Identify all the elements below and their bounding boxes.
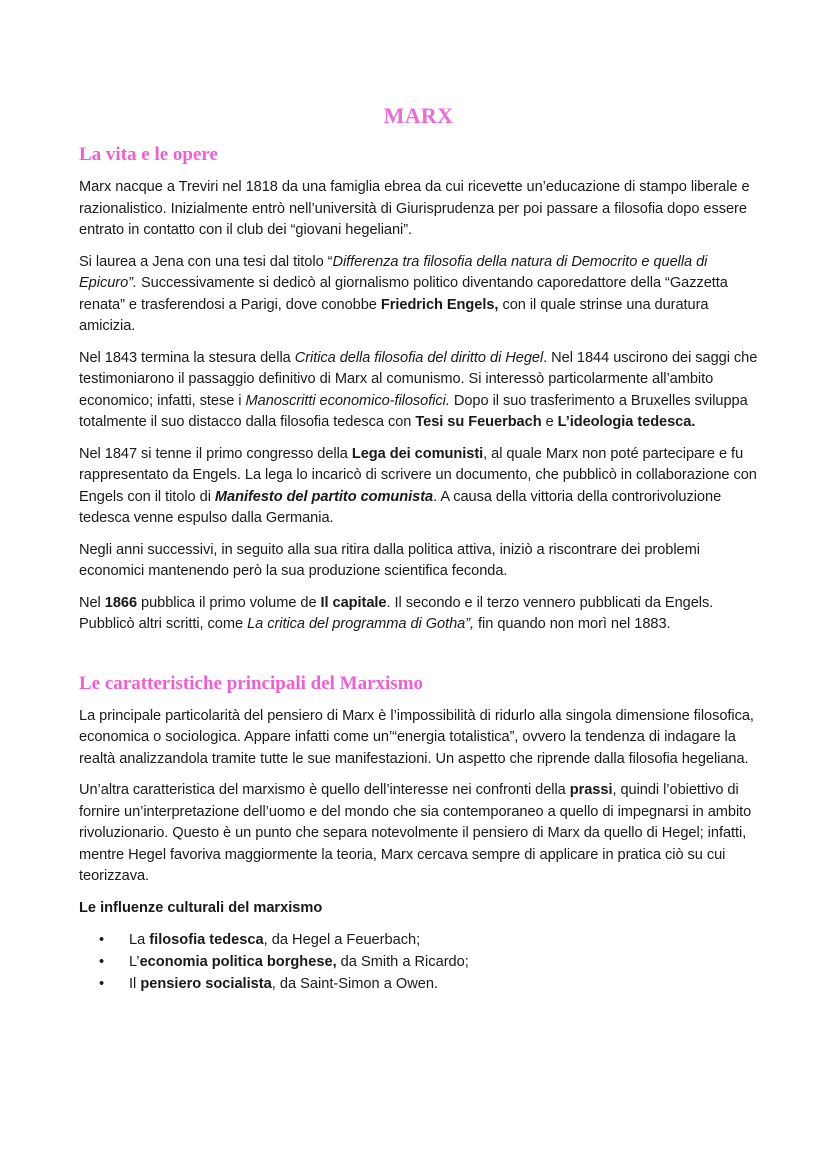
manifesto-title-italic: Manifesto del partito comunista bbox=[214, 488, 434, 505]
paragraph-1847 bbox=[79, 444, 758, 530]
text-span: . Il secondo e il terzo vennero pubblicati da Engels. Pubblicò altri scritti, come bbox=[79, 594, 714, 632]
text-span: Un’altra caratteristica del marxismo è quello dell’interesse nei confronti della bbox=[79, 782, 570, 798]
paragraph-1843 bbox=[79, 348, 758, 434]
text-span: Il bbox=[129, 975, 141, 992]
text-span: e bbox=[541, 414, 558, 430]
text-span: , da Saint-Simon a Owen. bbox=[271, 975, 439, 992]
list-item bbox=[99, 973, 758, 995]
paragraph-jena bbox=[79, 252, 758, 338]
league-name: Lega dei comunisti bbox=[351, 445, 484, 462]
text-span: . A causa della vittoria della controrivoluzione tedesca venne espulso dalla Germania. bbox=[79, 488, 722, 526]
work-title: Manoscritti economico-filosofici. bbox=[245, 392, 450, 409]
text-span: La bbox=[129, 931, 150, 948]
text-span: L’ bbox=[129, 953, 140, 970]
bullet-icon: • bbox=[99, 931, 105, 948]
text-span: fin quando non morì nel 1883. bbox=[474, 616, 671, 632]
text-span: Successivamente si dedicò al giornalismo politico diventando caporedattore della “Gazzetta renata” e trasferendosi a Parigi, dove conobbe bbox=[79, 275, 728, 313]
praxis-term: prassi bbox=[569, 782, 613, 798]
bullet-icon: • bbox=[99, 975, 105, 992]
text-span: Nel 1847 si tenne il primo congresso della bbox=[79, 445, 352, 462]
section-heading-marxism: Le caratteristiche principali del Marxismo bbox=[79, 672, 424, 694]
gotha-title: La critica del programma di Gotha”, bbox=[247, 616, 475, 632]
engels-name: Friedrich Engels, bbox=[380, 296, 499, 313]
document-title: MARX bbox=[383, 103, 454, 128]
paragraph-birth: Marx nacque a Treviri nel 1818 da una famiglia ebrea da cui ricevette un’educazione di stampo liberale e razionalistico. Inizialmente entrò nell’università di Giurisprudenza per poi passare a filosofia dopo essere entrato in contatto con il club dei “giovani hegeliani”. bbox=[79, 179, 750, 238]
work-title: Critica della filosofia del diritto di Hegel bbox=[294, 349, 544, 366]
paragraph-later-years: Negli anni successivi, in seguito alla sua ritira dalla politica attiva, iniziò a riscontrare dei problemi economici mantenendo però la sua produzione scientifica feconda. bbox=[79, 541, 700, 579]
influence-term: economia politica borghese, bbox=[139, 953, 337, 970]
year-1866: 1866 bbox=[104, 594, 138, 611]
bullet-icon: • bbox=[99, 953, 105, 970]
manifesto-title bbox=[215, 489, 433, 505]
text-span: con il quale strinse una duratura amicizia. bbox=[79, 296, 709, 334]
work-title-bold: L’ideologia tedesca. bbox=[557, 414, 696, 430]
influence-term: filosofia tedesca bbox=[149, 931, 264, 948]
text-span: Nel bbox=[79, 594, 105, 611]
paragraph-1866 bbox=[79, 593, 758, 636]
text-span: . Nel 1844 uscirono dei saggi che testimoniarono il passaggio definitivo di Marx al comunismo. Si interessò particolarmente all’ambito economico; infatti, stese i bbox=[79, 349, 758, 409]
list-item bbox=[99, 951, 758, 973]
text-span: Si laurea a Jena con una tesi dal titolo “ bbox=[79, 253, 333, 270]
influences-subheading: Le influenze culturali del marxismo bbox=[79, 899, 323, 916]
work-title-bold: Tesi su Feuerbach bbox=[415, 414, 542, 430]
text-span: da Smith a Ricardo; bbox=[336, 953, 469, 970]
section-heading-life: La vita e le opere bbox=[79, 144, 218, 165]
influences-list bbox=[79, 929, 758, 995]
text-span: Dopo il suo trasferimento a Bruxelles sviluppa totalmente il suo distacco dalla filosofia tedesca con bbox=[79, 392, 748, 430]
paragraph-particularity: La principale particolarità del pensiero di Marx è l’impossibilità di ridurlo alla singola dimensione filosofica, economica o sociologica. Appare infatti come un’“energia totalistica”, ovvero la tendenza di indagare la realtà analizzandola tramite tutte le sue manifestazioni. Un aspetto che riprende dalla filosofia hegeliana. bbox=[79, 707, 754, 767]
text-span: , al quale Marx non poté partecipare e fu rappresentato da Engels. La lega lo incaricò di scrivere un documento, che pubblicò in collaborazione con Engels con il titolo di bbox=[79, 445, 757, 505]
paragraph-praxis bbox=[79, 780, 758, 888]
list-item bbox=[99, 929, 758, 951]
thesis-title: Differenza tra filosofia della natura di Democrito e quella di Epicuro”. bbox=[79, 253, 708, 291]
influence-term: pensiero socialista bbox=[140, 975, 272, 992]
text-span: pubblica il primo volume de bbox=[137, 594, 321, 611]
text-span: Nel 1843 termina la stesura della bbox=[79, 349, 295, 366]
text-span: , da Hegel a Feuerbach; bbox=[263, 931, 421, 948]
text-span: , quindi l’obiettivo di fornire un’interpretazione dell’uomo e del mondo che sia contemporaneo a quello di impegnarsi in ambito rivoluzionario. Questo è un punto che separa notevolmente il pensiero di Marx da quello di Hegel; infatti, mentre Hegel favoriva maggiormente la teoria, Marx cercava sempre di applicare in pratica ciò su cui teorizzava. bbox=[79, 782, 752, 884]
capital-title: Il capitale bbox=[320, 594, 387, 611]
